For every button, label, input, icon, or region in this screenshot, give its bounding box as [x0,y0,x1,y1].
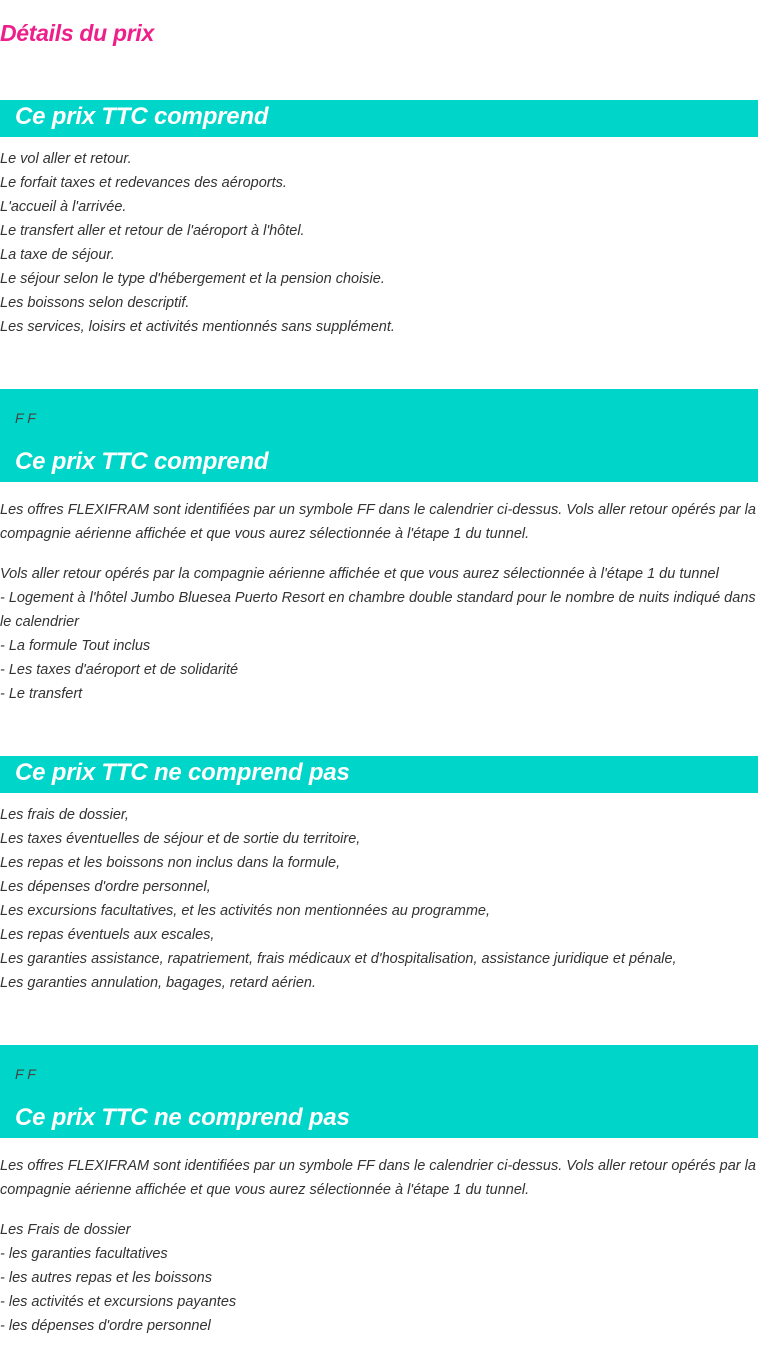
intro-paragraph: Les offres FLEXIFRAM sont identifiées par un symbole FF dans le calendrier ci-dessus. Vols aller retour opérés par la compagnie aérienne affichée et que vous aurez sélectionnée à l'étape 1 du tunnel. [0,502,756,542]
included-list [0,147,756,339]
section-header-flexifram-not-included [0,1045,758,1138]
intro-paragraph: Les offres FLEXIFRAM sont identifiées par un symbole FF dans le calendrier ci-dessus. Vols aller retour opérés par la compagnie aérienne affichée et que vous aurez sélectionnée à l'étape 1 du tunnel. [0,1158,756,1198]
section-header-flexifram-included [0,389,758,482]
list-item: Les garanties assistance, rapatriement, frais médicaux et d'hospitalisation, assistance juridique et pénale, [0,951,677,967]
list-item: Les services, loisirs et activités mentionnés sans supplément. [0,319,395,335]
list-item: - les garanties facultatives [0,1246,168,1262]
list-item: Les taxes éventuelles de séjour et de sortie du territoire, [0,831,361,847]
flexifram-included-list [0,562,756,706]
list-item: - les autres repas et les boissons [0,1270,212,1286]
list-item: - les activités et excursions payantes [0,1294,237,1310]
flexifram-not-included-list [0,1218,756,1338]
list-item: - Les taxes d'aéroport et de solidarité [0,662,239,678]
flexifram-intro [0,498,756,546]
list-item: La taxe de séjour. [0,247,115,263]
section-title: Ce prix TTC ne comprend pas [15,1104,350,1131]
section-title: Ce prix TTC comprend [15,103,269,130]
page-title: Détails du prix [0,20,154,46]
section-title: Ce prix TTC comprend [15,448,269,475]
section-title: Ce prix TTC ne comprend pas [15,759,350,786]
list-item: - Logement à l'hôtel Jumbo Bluesea Puerto Resort en chambre double standard pour le nombre de nuits indiqué dans le calendrier [0,590,756,630]
list-item: L'accueil à l'arrivée. [0,199,127,215]
section-header-included [0,100,758,137]
list-item: - les dépenses d'ordre personnel [0,1318,211,1334]
not-included-list [0,803,756,995]
list-item: Les repas éventuels aux escales, [0,927,215,943]
list-item: Le séjour selon le type d'hébergement et la pension choisie. [0,271,385,287]
list-item: Le transfert aller et retour de l'aéroport à l'hôtel. [0,223,305,239]
list-item: Les dépenses d'ordre personnel, [0,879,211,895]
list-item: Les Frais de dossier [0,1222,131,1238]
section-header-not-included [0,756,758,793]
list-item: Les frais de dossier, [0,807,129,823]
flexifram-intro [0,1154,756,1202]
list-item: Les excursions facultatives, et les activités non mentionnées au programme, [0,903,491,919]
list-item: Les repas et les boissons non inclus dans la formule, [0,855,341,871]
list-item: Les garanties annulation, bagages, retard aérien. [0,975,316,991]
ff-tag: F F [15,1066,36,1082]
list-item: Le forfait taxes et redevances des aéroports. [0,175,287,191]
list-item: - Le transfert [0,686,83,702]
list-item: Le vol aller et retour. [0,151,132,167]
list-item: Vols aller retour opérés par la compagnie aérienne affichée et que vous aurez sélectionnée à l'étape 1 du tunnel [0,566,719,582]
ff-tag: F F [15,410,36,426]
list-item: Les boissons selon descriptif. [0,295,190,311]
list-item: - La formule Tout inclus [0,638,151,654]
